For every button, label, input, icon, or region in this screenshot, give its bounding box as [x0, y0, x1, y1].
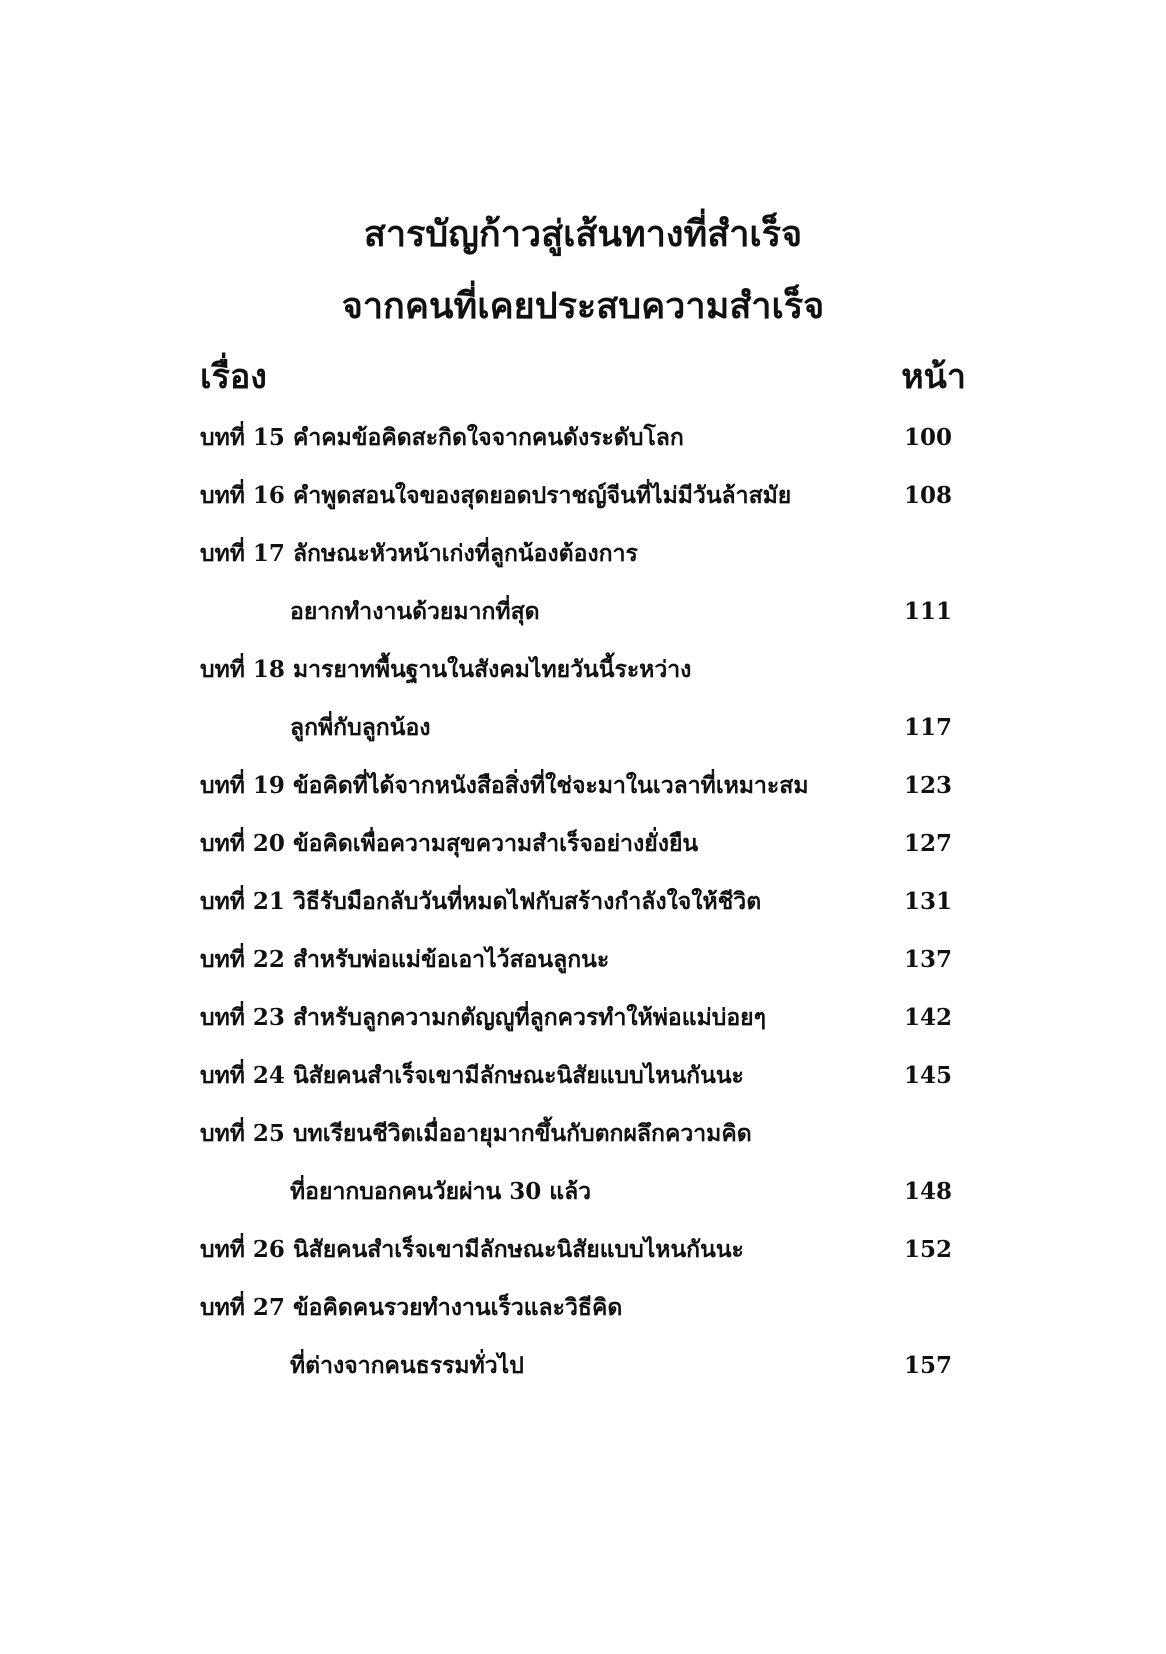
- toc-entry-title: บทที่ 21 วิธีรับมือกลับวันที่หมดไฟกับสร้างกำลังใจให้ชีวิต: [200, 888, 762, 915]
- toc-page-number: 100: [903, 424, 952, 451]
- toc-row: [0, 1285, 1166, 1343]
- toc-entry-title: บทที่ 16 คำพูดสอนใจของสุดยอดปราชญ์จีนที่ไม่มีวันล้าสมัย: [200, 482, 792, 509]
- toc-page-number: 108: [903, 482, 952, 509]
- toc-page-number: 145: [903, 1062, 952, 1089]
- toc-row: [0, 473, 1166, 531]
- toc-entry-continuation: ลูกพี่กับลูกน้อง: [290, 714, 431, 741]
- toc-row: [0, 821, 1166, 879]
- toc-entry-title: บทที่ 19 ข้อคิดที่ได้จากหนังสือสิ่งที่ใช่จะมาในเวลาที่เหมาะสม: [200, 772, 809, 799]
- toc-entry-title: บทที่ 24 นิสัยคนสำเร็จเขามีลักษณะนิสัยแบบไหนกันนะ: [200, 1062, 744, 1089]
- toc-row: [0, 1053, 1166, 1111]
- toc-page-number: 137: [903, 946, 952, 973]
- toc-page-number: 157: [903, 1352, 952, 1379]
- toc-row: [0, 415, 1166, 473]
- toc-entry-title: บทที่ 17 ลักษณะหัวหน้าเก่งที่ลูกน้องต้องการ: [200, 540, 638, 567]
- toc-entry-title: บทที่ 18 มารยาทพื้นฐานในสังคมไทยวันนี้ระหว่าง: [200, 656, 692, 683]
- page-title: สารบัญก้าวสู่เส้นทางที่สำเร็จ: [363, 213, 803, 255]
- toc-page-number: 127: [903, 830, 952, 857]
- toc-page-number: 131: [903, 888, 952, 915]
- toc-page-number: 111: [903, 598, 952, 625]
- toc-row: [0, 995, 1166, 1053]
- toc-row: [0, 879, 1166, 937]
- toc-row: [0, 589, 1166, 647]
- toc-entry-continuation: อยากทำงานด้วยมากที่สุด: [290, 598, 540, 625]
- toc-row: [0, 1111, 1166, 1169]
- toc-row: [0, 647, 1166, 705]
- toc-row: [0, 1343, 1166, 1401]
- toc-entry-title: บทที่ 25 บทเรียนชีวิตเมื่ออายุมากขึ้นกับตกผลึกความคิด: [200, 1120, 752, 1147]
- toc-page-number: 123: [903, 772, 952, 799]
- toc-entry-continuation: ที่ต่างจากคนธรรมทั่วไป: [290, 1352, 524, 1379]
- page-subtitle: จากคนที่เคยประสบความสำเร็จ: [341, 285, 825, 327]
- toc-entry-title: บทที่ 23 สำหรับลูกความกตัญญูที่ลูกควรทำให้พ่อแม่บ่อยๆ: [200, 1004, 766, 1031]
- toc-entry-title: บทที่ 20 ข้อคิดเพื่อความสุขความสำเร็จอย่างยั่งยืน: [200, 830, 699, 857]
- column-header-page: หน้า: [901, 357, 966, 397]
- toc-entry-continuation: ที่อยากบอกคนวัยผ่าน 30 แล้ว: [290, 1178, 592, 1205]
- toc-row: [0, 705, 1166, 763]
- toc-row: [0, 763, 1166, 821]
- toc-entry-title: บทที่ 15 คำคมข้อคิดสะกิดใจจากคนดังระดับโลก: [200, 424, 684, 451]
- table-of-contents: [0, 415, 1166, 1401]
- toc-entry-title: บทที่ 22 สำหรับพ่อแม่ข้อเอาไว้สอนลูกนะ: [200, 946, 610, 973]
- toc-page-number: 142: [903, 1004, 952, 1031]
- toc-row: [0, 1227, 1166, 1285]
- toc-entry-title: บทที่ 26 นิสัยคนสำเร็จเขามีลักษณะนิสัยแบบไหนกันนะ: [200, 1236, 744, 1263]
- toc-row: [0, 531, 1166, 589]
- toc-entry-title: บทที่ 27 ข้อคิดคนรวยทำงานเร็วและวิธีคิด: [200, 1294, 623, 1321]
- toc-page-number: 117: [903, 714, 952, 741]
- toc-page-number: 148: [903, 1178, 952, 1205]
- toc-row: [0, 1169, 1166, 1227]
- toc-page-number: 152: [903, 1236, 952, 1263]
- toc-row: [0, 937, 1166, 995]
- column-header-topic: เรื่อง: [200, 357, 267, 397]
